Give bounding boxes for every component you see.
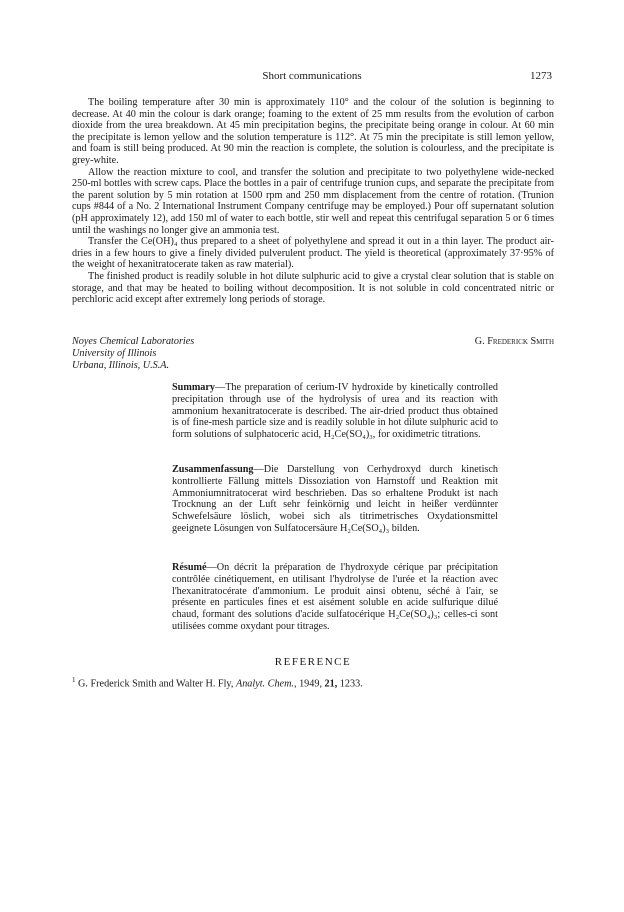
author-signature xyxy=(72,336,554,371)
reference-authors: G. Frederick Smith and Walter H. Fly, xyxy=(78,678,234,690)
institution-line: Noyes Chemical Laboratories xyxy=(72,336,195,347)
running-head-title: Short communications xyxy=(262,70,362,82)
body-text xyxy=(72,97,554,306)
body-paragraph: Allow the reaction mixture to cool, and transfer the solution and precipitate to two polyethylene wide-necked 250-ml bottles with screw caps. Place the bottles in a pair of centrifuge trunion cups, and separate the precipitate from the parent solution by 5 min rotation at 1500 rpm and 250 mm displacement from the centre of rotation. (Trunion cups #844 of a No. 2 International Instrument Company centrifuge may be employed.) Pour off supernatant solution (pH approximately 12), add 150 ml of water to each bottle, stir well and repeat this centrifugal separation 5 or 6 times until the washings no longer give an ammonia test. xyxy=(72,166,554,236)
running-head xyxy=(72,70,552,84)
reference-item xyxy=(72,674,554,690)
institution-line: University of Illinois xyxy=(72,347,157,359)
abstract-text: —The preparation of cerium-IV hydroxide by kinetically controlled precipitation through use of the hydrolysis of urea and its reaction with ammonium hexanitratocerate is described. The air-dried product thus obtained is of fine-mesh particle size and is readily soluble in hot dilute sulphuric acid to form solutions of sulphatoceric acid, H₂Ce(SO₄)₃, for oxidimetric titrations. xyxy=(172,382,498,441)
abstract-text: —On décrit la préparation de l'hydroxyde cérique par précipitation contrôlée cinétiquement, en utilisant l'hydrolyse de l'urée et la réaction avec l'hexanitratocérate d'ammonium. Le produit ainsi obtenu, séché à l'air, se présente en particules fines et est aisément soluble en acide sulfurique dilué chaud, formant des solutions d'acide sulfatocérique H₂Ce(SO₄)₃; celles-ci sont utilisées comme oxydant pour titrages. xyxy=(172,562,498,632)
page-number: 1273 xyxy=(530,70,552,82)
abstract-text: —Die Darstellung von Cerhydroxyd durch kinetisch kontrollierte Fällung mittels Dissoziation von Harnstoff und Reaktion mit Ammoniumnitratocerat wird beschrieben. Das so erhaltene Produkt ist nach Trocknung an der Luft sehr feinkörnig und leicht in heißer verdünnter Schwefelsäure löslich, wobei sich als titrimetrisches Oxydationsmittel geeignete Lösungen von Sulfatocersäure H₂Ce(SO₄)₃ bilden. xyxy=(172,464,498,534)
abstract-heading: Résumé xyxy=(172,562,207,573)
abstract-summary xyxy=(172,382,498,441)
institution-line: Urbana, Illinois, U.S.A. xyxy=(72,359,170,371)
abstract-resume xyxy=(172,562,498,633)
body-paragraph: The finished product is readily soluble in hot dilute sulphuric acid to give a crystal clear solution that is stable on storage, and that may be heated to boiling without decomposition. It is not soluble in cold concentrated nitric or perchloric acid except after extremely long periods of storage. xyxy=(72,270,554,306)
body-paragraph: The boiling temperature after 30 min is approximately 110° and the colour of the solution is beginning to decrease. At 40 min the colour is dark orange; foaming to the extent of 25 mm results from the evolution of carbon dioxide from the urea breakdown. At 45 min precipitation begins, the precipitate being orange in colour. At 60 min the precipitate is lemon yellow and the solution temperature is 112°. At 75 min the precipitate is still lemon yellow, and foam is still being produced. At 90 min the reaction is complete, the solution is colourless, and the precipitate is grey-white. xyxy=(72,97,554,166)
reference-heading: REFERENCE xyxy=(274,656,352,668)
abstract-heading: Summary xyxy=(172,382,216,393)
reference-volume: 21, xyxy=(324,678,338,690)
reference-pages: 1233. xyxy=(339,678,363,690)
abstract-zusammenfassung xyxy=(172,464,498,535)
reference-number: 1 xyxy=(72,676,76,684)
author-name: G. Frederick Smith xyxy=(474,336,554,347)
reference-journal: Analyt. Chem., xyxy=(235,678,297,690)
abstract-heading: Zusammenfassung xyxy=(172,464,254,475)
reference-year: 1949, xyxy=(299,678,322,690)
body-paragraph: Transfer the Ce(OH)₄ thus prepared to a sheet of polyethylene and spread it out in a thin layer. The product air-dries in a few hours to give a finely divided pulverulent product. The yield is theoretical (approximately 37·95% of the weight of hexanitratocerate taken as raw material). xyxy=(72,236,554,271)
